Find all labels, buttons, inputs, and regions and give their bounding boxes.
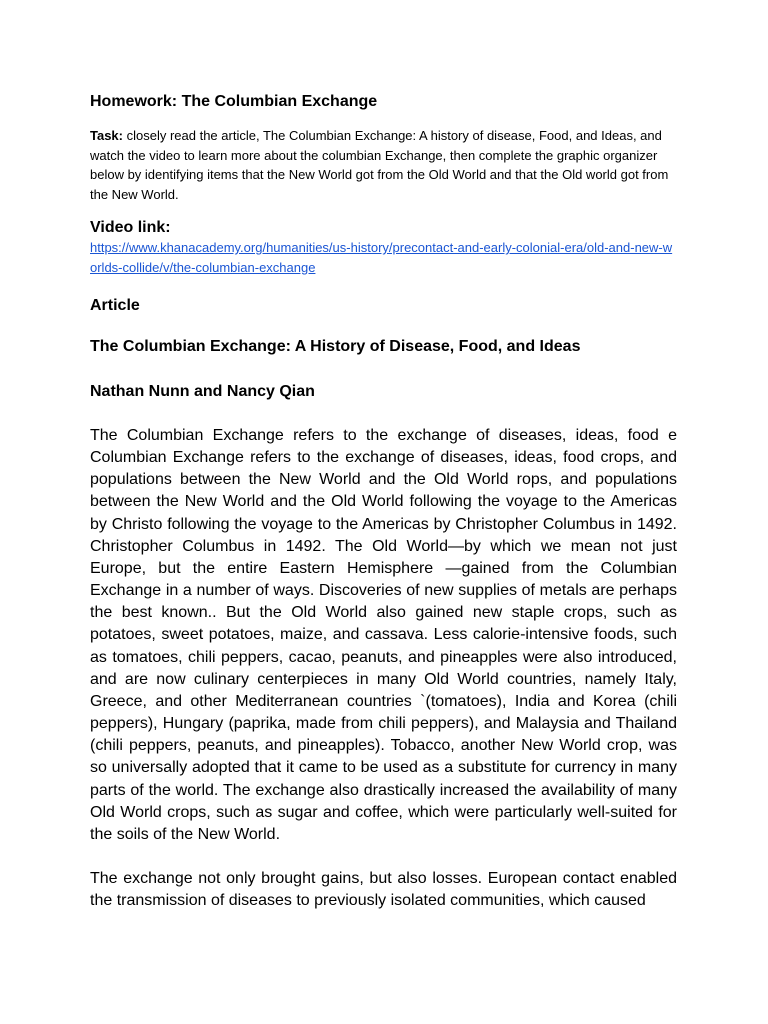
document-page [90, 92, 677, 912]
task-label: Task: [90, 128, 123, 143]
task-text: closely read the article, The Columbian Exchange: A history of disease, Food, and Ideas, and watch the video to learn more about the columbian Exchange, then complete the graphic organizer below by identifying items that the New World got from the Old World and that the Old world got from the New World. [90, 128, 669, 202]
article-label: Article [90, 297, 140, 314]
task-instructions [90, 126, 677, 204]
article-title: The Columbian Exchange: A History of Disease, Food, and Ideas [90, 338, 581, 355]
article-authors: Nathan Nunn and Nancy Qian [90, 383, 315, 400]
article-paragraph: The Columbian Exchange refers to the exchange of diseases, ideas, food e Columbian Exchange refers to the exchange of diseases, ideas, food crops, and populations between the New World and the Old World rops, and populations between the New World and the Old World following the voyage to the Americas by Christo following the voyage to the Americas by Christopher Columbus in 1492. Christopher Columbus in 1492. The Old World—by which we mean not just Europe, but the entire Eastern Hemisphere —gained from the Columbian Exchange in a number of ways. Discoveries of new supplies of metals are perhaps the best known.. But the Old World also gained new staple crops, such as potatoes, sweet potatoes, maize, and cassava. Less calorie-intensive foods, such as tomatoes, chili peppers, cacao, peanuts, and pineapples were also introduced, and are now culinary centerpieces in many Old World countries, namely Italy, Greece, and other Mediterranean countries `(tomatoes), India and Korea (chili peppers), Hungary (paprika, made from chili peppers), and Malaysia and Thailand (chili peppers, peanuts, and pineapples). Tobacco, another New World crop, was so universally adopted that it came to be used as a substitute for currency in many parts of the world. The exchange also drastically increased the availability of many Old World crops, such as sugar and coffee, which were particularly well-suited for the soils of the New World. [90, 427, 677, 843]
video-link-label: Video link: [90, 219, 171, 236]
article-paragraph: The exchange not only brought gains, but also losses. European contact enabled the transmission of diseases to previously isolated communities, which caused [90, 869, 677, 910]
video-link[interactable]: https://www.khanacademy.org/humanities/us-history/precontact-and-early-colonial-era/old-and-new-worlds-collide/v/the-columbian-exchange [90, 240, 673, 275]
homework-title: Homework: The Columbian Exchange [90, 93, 378, 110]
